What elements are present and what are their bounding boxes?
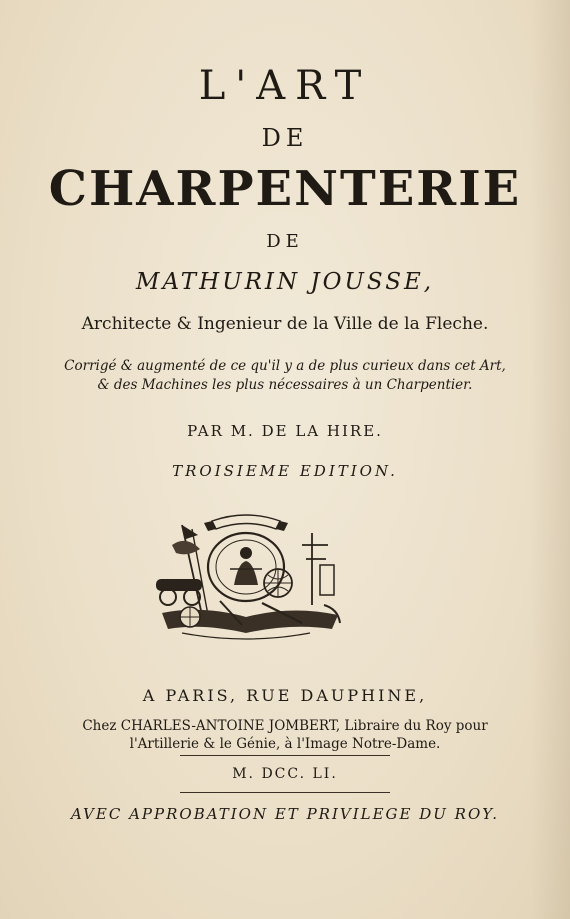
description-line-2: & des Machines les plus nécessaires à un Charpentier. [97,377,473,393]
imprint-place: A PARIS, RUE DAUPHINE, [142,686,428,705]
author-name: MATHURIN JOUSSE, [135,269,435,295]
divider-rule-bottom [180,792,390,793]
publication-year: M. DCC. LI. [232,766,338,782]
title-line-lart: L'ART [198,63,372,109]
description-line-1: Corrigé & augmenté de ce qu'il y a de plus curieux dans cet Art, [64,358,506,374]
title-line-de: DE [261,124,309,152]
privilege-line: AVEC APPROBATION ET PRIVILEGE DU ROY. [70,805,500,823]
edition-line: TROISIEME EDITION. [172,462,398,480]
publisher-line-2: l'Artillerie & le Génie, à l'Image Notre-Dame. [129,736,441,752]
divider-rule-top [180,755,390,756]
author-title: Architecte & Ingenieur de la Ville de la Fleche. [81,314,489,334]
title-line-de-2: DE [266,231,304,252]
publisher-line-1: Chez CHARLES-ANTOINE JOMBERT, Libraire du Roy pour [82,718,488,734]
printers-ornament-vignette [142,505,350,645]
editor-line: PAR M. DE LA HIRE. [187,422,383,440]
title-line-charpenterie: CHARPENTERIE [48,161,522,217]
